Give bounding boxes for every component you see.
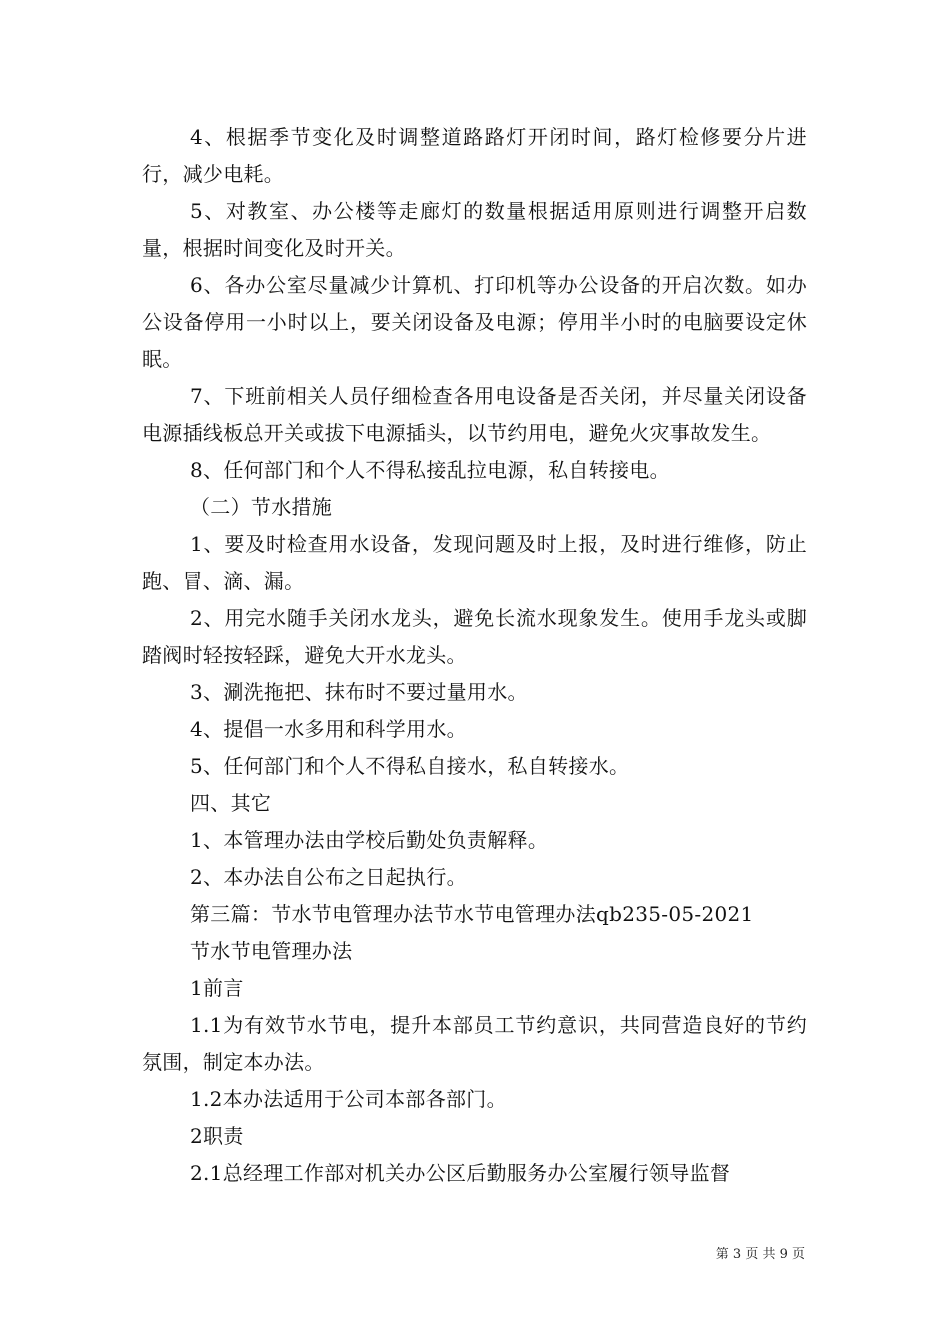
paragraph: 1、要及时检查用水设备，发现问题及时上报，及时进行维修，防止跑、冒、滴、漏。 [142, 532, 807, 593]
section-heading: （二）节水措施 [190, 495, 333, 519]
document-body [142, 119, 807, 1192]
paragraph: 1.2本办法适用于公司本部各部门。 [190, 1087, 507, 1111]
paragraph: 7、下班前相关人员仔细检查各用电设备是否关闭，并尽量关闭设备电源插线板总开关或拔下电源插头，以节约用电，避免火灾事故发生。 [142, 384, 807, 445]
section-heading: 四、其它 [190, 791, 272, 815]
paragraph: 5、对教室、办公楼等走廊灯的数量根据适用原则进行调整开启数量，根据时间变化及时开关。 [142, 199, 807, 260]
page-number: 第 3 页 共 9 页 [715, 1247, 805, 1262]
section-heading: 2职责 [190, 1124, 244, 1148]
paragraph: 2、用完水随手关闭水龙头，避免长流水现象发生。使用手龙头或脚踏阀时轻按轻踩，避免大开水龙头。 [142, 606, 807, 667]
paragraph: 6、各办公室尽量减少计算机、打印机等办公设备的开启次数。如办公设备停用一小时以上，要关闭设备及电源；停用半小时的电脑要设定休眠。 [142, 273, 807, 371]
document-title: 节水节电管理办法 [190, 939, 353, 963]
paragraph: 4、根据季节变化及时调整道路路灯开闭时间，路灯检修要分片进行，减少电耗。 [142, 125, 807, 186]
paragraph: 1、本管理办法由学校后勤处负责解释。 [190, 828, 549, 852]
paragraph: 2、本办法自公布之日起执行。 [190, 865, 467, 889]
chapter-title: 第三篇：节水节电管理办法节水节电管理办法qb235-05-2021 [190, 902, 754, 926]
paragraph: 8、任何部门和个人不得私接乱拉电源，私自转接电。 [190, 458, 670, 482]
paragraph: 2.1总经理工作部对机关办公区后勤服务办公室履行领导监督 [190, 1161, 731, 1185]
paragraph: 3、涮洗拖把、抹布时不要过量用水。 [190, 680, 528, 704]
section-heading: 1前言 [190, 976, 244, 1000]
paragraph: 1.1为有效节水节电，提升本部员工节约意识，共同营造良好的节约氛围，制定本办法。 [142, 1013, 807, 1074]
paragraph: 5、任何部门和个人不得私自接水，私自转接水。 [190, 754, 630, 778]
paragraph: 4、提倡一水多用和科学用水。 [190, 717, 467, 741]
